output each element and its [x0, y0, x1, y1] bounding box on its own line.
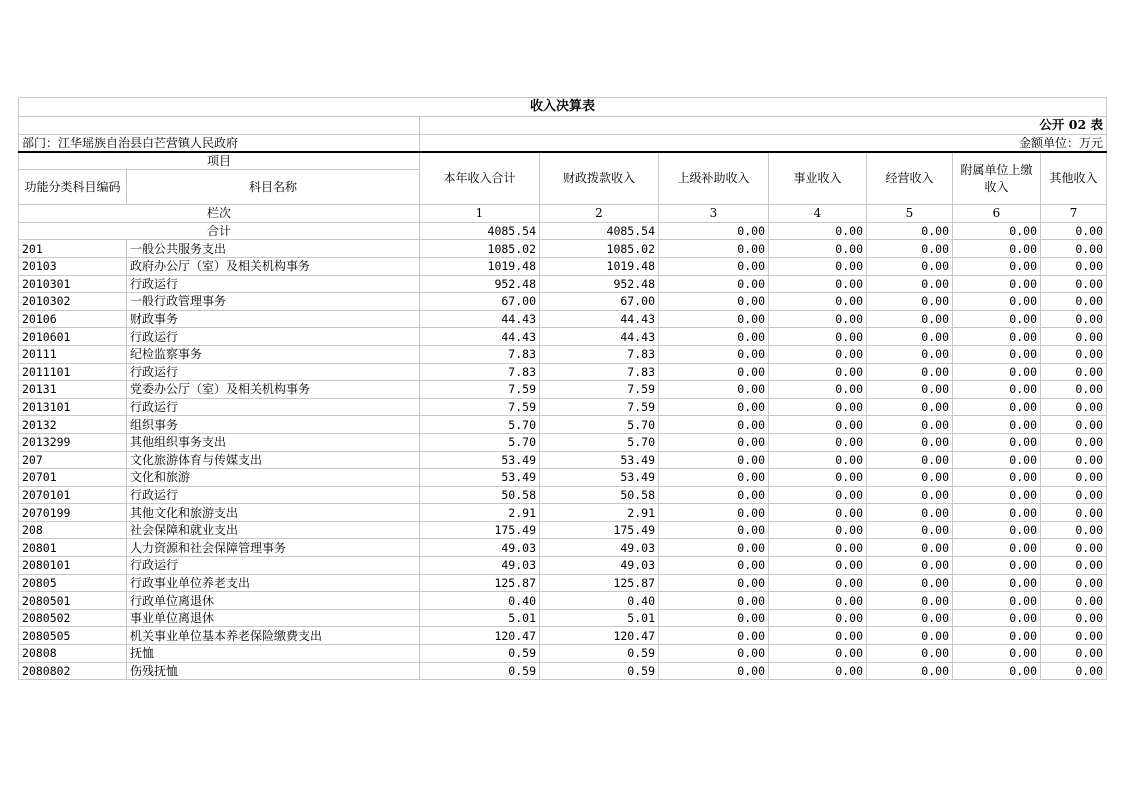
- table-row: [19, 557, 1107, 575]
- amount-cell: 0.00: [659, 240, 769, 258]
- amount-cell: 0.40: [420, 592, 540, 610]
- amount-cell: 0.00: [1041, 293, 1107, 311]
- amount-cell: 0.00: [1041, 539, 1107, 557]
- subject-name: 社会保障和就业支出: [127, 521, 420, 539]
- amount-cell: 53.49: [420, 451, 540, 469]
- amount-cell: 120.47: [420, 627, 540, 645]
- amount-cell: 0.00: [659, 557, 769, 575]
- amount-cell: 0.00: [1041, 433, 1107, 451]
- amount-cell: 0.00: [769, 293, 867, 311]
- amount-cell: 0.00: [867, 310, 953, 328]
- amount-cell: 0.00: [659, 469, 769, 487]
- column-index: 5: [867, 205, 953, 223]
- amount-cell: 0.00: [769, 662, 867, 680]
- amount-cell: 0.00: [769, 310, 867, 328]
- subject-code: 20701: [19, 469, 127, 487]
- amount-cell: 0.00: [953, 310, 1041, 328]
- amount-cell: 0.59: [540, 645, 659, 663]
- amount-cell: 0.00: [867, 345, 953, 363]
- table-row: [19, 486, 1107, 504]
- table-row: [19, 539, 1107, 557]
- amount-cell: 0.00: [867, 557, 953, 575]
- amount-cell: 50.58: [540, 486, 659, 504]
- subject-code: 2080502: [19, 609, 127, 627]
- total-value: 0.00: [769, 222, 867, 240]
- amount-cell: 44.43: [420, 310, 540, 328]
- subject-code: 207: [19, 451, 127, 469]
- amount-cell: 0.00: [867, 363, 953, 381]
- subject-code: 20111: [19, 345, 127, 363]
- column-index-label: 栏次: [19, 205, 420, 223]
- amount-cell: 0.00: [659, 609, 769, 627]
- amount-cell: 0.00: [769, 486, 867, 504]
- amount-cell: 0.00: [867, 486, 953, 504]
- table-row: [19, 662, 1107, 680]
- table-row: [19, 469, 1107, 487]
- amount-cell: 7.59: [420, 398, 540, 416]
- amount-cell: 0.00: [769, 574, 867, 592]
- amount-cell: 0.59: [420, 645, 540, 663]
- amount-cell: 0.00: [659, 574, 769, 592]
- subject-code: 2070101: [19, 486, 127, 504]
- amount-cell: 0.00: [659, 451, 769, 469]
- amount-cell: 0.00: [953, 240, 1041, 258]
- column-index: 2: [540, 205, 659, 223]
- total-label: 合计: [19, 222, 420, 240]
- amount-cell: 5.70: [420, 416, 540, 434]
- table-row: [19, 609, 1107, 627]
- amount-cell: 0.00: [659, 345, 769, 363]
- table-row: [19, 433, 1107, 451]
- amount-cell: 0.00: [1041, 275, 1107, 293]
- table-row: [19, 627, 1107, 645]
- table-row: [19, 416, 1107, 434]
- amount-cell: 44.43: [420, 328, 540, 346]
- amount-cell: 0.00: [867, 293, 953, 311]
- table-row: [19, 504, 1107, 522]
- amount-cell: 49.03: [420, 557, 540, 575]
- amount-cell: 0.00: [659, 592, 769, 610]
- amount-cell: 0.00: [769, 381, 867, 399]
- subject-name: 文化和旅游: [127, 469, 420, 487]
- amount-cell: 0.00: [769, 257, 867, 275]
- column-header: 其他收入: [1041, 152, 1107, 205]
- amount-cell: 5.70: [540, 433, 659, 451]
- department-label: 部门：江华瑶族自治县白芒营镇人民政府: [19, 134, 420, 152]
- amount-cell: 0.00: [867, 592, 953, 610]
- subject-name: 其他文化和旅游支出: [127, 504, 420, 522]
- amount-cell: 0.00: [769, 521, 867, 539]
- amount-cell: 0.00: [953, 592, 1041, 610]
- amount-cell: 0.00: [953, 398, 1041, 416]
- amount-cell: 0.00: [867, 381, 953, 399]
- amount-cell: 0.00: [659, 504, 769, 522]
- subject-code: 2013299: [19, 433, 127, 451]
- amount-cell: 0.00: [953, 609, 1041, 627]
- amount-cell: 0.00: [867, 645, 953, 663]
- subject-name: 行政运行: [127, 398, 420, 416]
- amount-cell: 67.00: [540, 293, 659, 311]
- amount-cell: 0.00: [769, 645, 867, 663]
- amount-cell: 0.00: [659, 539, 769, 557]
- amount-cell: 49.03: [420, 539, 540, 557]
- subject-code: 20808: [19, 645, 127, 663]
- amount-cell: 0.00: [769, 275, 867, 293]
- amount-cell: 125.87: [420, 574, 540, 592]
- amount-cell: 7.83: [420, 345, 540, 363]
- subject-name: 行政事业单位养老支出: [127, 574, 420, 592]
- amount-cell: 0.00: [953, 574, 1041, 592]
- amount-cell: 0.00: [1041, 557, 1107, 575]
- amount-cell: 7.59: [420, 381, 540, 399]
- amount-cell: 0.00: [867, 275, 953, 293]
- amount-cell: 0.00: [953, 504, 1041, 522]
- amount-cell: 0.00: [953, 275, 1041, 293]
- subject-code: 20103: [19, 257, 127, 275]
- subject-code: 20132: [19, 416, 127, 434]
- column-index: 1: [420, 205, 540, 223]
- amount-cell: 0.00: [1041, 257, 1107, 275]
- amount-cell: 0.00: [953, 451, 1041, 469]
- subject-code: 20801: [19, 539, 127, 557]
- subject-code: 2080501: [19, 592, 127, 610]
- unit-label: 金额单位：万元: [420, 134, 1107, 152]
- subject-name: 行政运行: [127, 557, 420, 575]
- amount-cell: 5.01: [420, 609, 540, 627]
- amount-cell: 0.00: [1041, 328, 1107, 346]
- amount-cell: 0.00: [1041, 592, 1107, 610]
- amount-cell: 0.00: [659, 310, 769, 328]
- total-value: 4085.54: [420, 222, 540, 240]
- amount-cell: 0.00: [953, 257, 1041, 275]
- table-row: [19, 240, 1107, 258]
- table-row: [19, 310, 1107, 328]
- amount-cell: 53.49: [540, 469, 659, 487]
- table-row: [19, 645, 1107, 663]
- amount-cell: 1085.02: [420, 240, 540, 258]
- subject-name: 其他组织事务支出: [127, 433, 420, 451]
- amount-cell: 0.00: [1041, 381, 1107, 399]
- amount-cell: 0.00: [769, 469, 867, 487]
- table-row: [19, 381, 1107, 399]
- amount-cell: 0.00: [867, 328, 953, 346]
- subject-name: 党委办公厅（室）及相关机构事务: [127, 381, 420, 399]
- amount-cell: 0.00: [953, 328, 1041, 346]
- form-number: 公开 02 表: [420, 117, 1107, 135]
- amount-cell: 0.00: [659, 363, 769, 381]
- amount-cell: 0.00: [659, 521, 769, 539]
- amount-cell: 0.00: [953, 627, 1041, 645]
- subject-name: 人力资源和社会保障管理事务: [127, 539, 420, 557]
- amount-cell: 0.00: [769, 627, 867, 645]
- subject-name: 财政事务: [127, 310, 420, 328]
- table-row: [19, 328, 1107, 346]
- amount-cell: 1019.48: [420, 257, 540, 275]
- amount-cell: 175.49: [540, 521, 659, 539]
- amount-cell: 125.87: [540, 574, 659, 592]
- amount-cell: 0.00: [953, 645, 1041, 663]
- amount-cell: 0.00: [867, 504, 953, 522]
- amount-cell: 0.00: [953, 363, 1041, 381]
- table-row: [19, 257, 1107, 275]
- subject-code: 20106: [19, 310, 127, 328]
- amount-cell: 0.00: [769, 363, 867, 381]
- amount-cell: 2.91: [540, 504, 659, 522]
- total-value: 0.00: [953, 222, 1041, 240]
- amount-cell: 175.49: [420, 521, 540, 539]
- column-header: 上级补助收入: [659, 152, 769, 205]
- amount-cell: 0.00: [867, 609, 953, 627]
- subject-code: 2010301: [19, 275, 127, 293]
- amount-cell: 0.00: [769, 240, 867, 258]
- amount-cell: 0.00: [1041, 363, 1107, 381]
- column-index: 3: [659, 205, 769, 223]
- amount-cell: 0.00: [769, 609, 867, 627]
- amount-cell: 0.00: [1041, 398, 1107, 416]
- amount-cell: 0.00: [1041, 609, 1107, 627]
- subject-code: 2013101: [19, 398, 127, 416]
- amount-cell: 952.48: [540, 275, 659, 293]
- total-value: 0.00: [659, 222, 769, 240]
- amount-cell: 0.00: [953, 345, 1041, 363]
- amount-cell: 49.03: [540, 539, 659, 557]
- amount-cell: 0.00: [867, 451, 953, 469]
- amount-cell: 0.00: [769, 592, 867, 610]
- subject-name: 抚恤: [127, 645, 420, 663]
- amount-cell: 0.00: [867, 627, 953, 645]
- amount-cell: 0.00: [953, 293, 1041, 311]
- amount-cell: 0.00: [1041, 240, 1107, 258]
- amount-cell: 0.00: [867, 574, 953, 592]
- amount-cell: 0.00: [867, 416, 953, 434]
- amount-cell: 0.00: [867, 257, 953, 275]
- amount-cell: 5.70: [420, 433, 540, 451]
- table-row: [19, 592, 1107, 610]
- income-final-accounts-table: [18, 97, 1107, 680]
- table-row: [19, 293, 1107, 311]
- column-index: 7: [1041, 205, 1107, 223]
- amount-cell: 0.00: [769, 557, 867, 575]
- table-row: [19, 521, 1107, 539]
- amount-cell: 0.00: [953, 539, 1041, 557]
- column-index: 6: [953, 205, 1041, 223]
- amount-cell: 0.00: [769, 345, 867, 363]
- table-row: [19, 363, 1107, 381]
- subject-name: 行政运行: [127, 328, 420, 346]
- subject-code: 2010302: [19, 293, 127, 311]
- table-row: [19, 345, 1107, 363]
- subject-name: 行政运行: [127, 363, 420, 381]
- amount-cell: 0.00: [1041, 451, 1107, 469]
- amount-cell: 0.40: [540, 592, 659, 610]
- column-header: 本年收入合计: [420, 152, 540, 205]
- column-header: 附属单位上缴收入: [953, 152, 1041, 205]
- amount-cell: 0.00: [1041, 486, 1107, 504]
- blank-cell: [19, 117, 420, 135]
- amount-cell: 0.00: [1041, 416, 1107, 434]
- amount-cell: 0.00: [659, 257, 769, 275]
- subject-code: 20131: [19, 381, 127, 399]
- amount-cell: 0.00: [769, 398, 867, 416]
- amount-cell: 5.70: [540, 416, 659, 434]
- amount-cell: 0.00: [659, 627, 769, 645]
- amount-cell: 0.00: [953, 486, 1041, 504]
- amount-cell: 0.59: [540, 662, 659, 680]
- amount-cell: 0.00: [953, 381, 1041, 399]
- amount-cell: 0.00: [1041, 574, 1107, 592]
- subject-code: 201: [19, 240, 127, 258]
- amount-cell: 44.43: [540, 310, 659, 328]
- subject-code: 20805: [19, 574, 127, 592]
- amount-cell: 0.00: [769, 416, 867, 434]
- amount-cell: 53.49: [420, 469, 540, 487]
- subject-name: 行政运行: [127, 275, 420, 293]
- subject-name: 纪检监察事务: [127, 345, 420, 363]
- amount-cell: 7.83: [540, 363, 659, 381]
- amount-cell: 0.00: [1041, 627, 1107, 645]
- amount-cell: 0.00: [953, 662, 1041, 680]
- amount-cell: 0.00: [769, 451, 867, 469]
- subject-name: 行政单位离退休: [127, 592, 420, 610]
- total-row: [19, 222, 1107, 240]
- subject-name: 文化旅游体育与传媒支出: [127, 451, 420, 469]
- subject-name: 一般公共服务支出: [127, 240, 420, 258]
- amount-cell: 0.00: [953, 416, 1041, 434]
- subject-name: 事业单位离退休: [127, 609, 420, 627]
- amount-cell: 2.91: [420, 504, 540, 522]
- subject-code: 2010601: [19, 328, 127, 346]
- amount-cell: 1019.48: [540, 257, 659, 275]
- subject-code: 2080101: [19, 557, 127, 575]
- code-header: 功能分类科目编码: [19, 170, 127, 205]
- table-row: [19, 275, 1107, 293]
- subject-code: 2080505: [19, 627, 127, 645]
- amount-cell: 0.00: [1041, 469, 1107, 487]
- amount-cell: 0.00: [867, 539, 953, 557]
- amount-cell: 0.00: [1041, 504, 1107, 522]
- column-header: 财政拨款收入: [540, 152, 659, 205]
- subject-name: 政府办公厅（室）及相关机构事务: [127, 257, 420, 275]
- amount-cell: 0.00: [867, 398, 953, 416]
- amount-cell: 0.00: [953, 469, 1041, 487]
- amount-cell: 0.00: [953, 521, 1041, 539]
- amount-cell: 0.00: [659, 486, 769, 504]
- amount-cell: 0.00: [659, 293, 769, 311]
- subject-code: 208: [19, 521, 127, 539]
- amount-cell: 0.00: [867, 521, 953, 539]
- total-value: 0.00: [867, 222, 953, 240]
- amount-cell: 0.59: [420, 662, 540, 680]
- amount-cell: 952.48: [420, 275, 540, 293]
- amount-cell: 7.83: [420, 363, 540, 381]
- subject-name: 一般行政管理事务: [127, 293, 420, 311]
- table-row: [19, 574, 1107, 592]
- amount-cell: 0.00: [659, 645, 769, 663]
- amount-cell: 44.43: [540, 328, 659, 346]
- name-header: 科目名称: [127, 170, 420, 205]
- amount-cell: 0.00: [769, 539, 867, 557]
- subject-name: 行政运行: [127, 486, 420, 504]
- amount-cell: 0.00: [659, 328, 769, 346]
- amount-cell: 0.00: [659, 433, 769, 451]
- item-header: 项目: [19, 152, 420, 170]
- amount-cell: 5.01: [540, 609, 659, 627]
- amount-cell: 50.58: [420, 486, 540, 504]
- column-header: 经营收入: [867, 152, 953, 205]
- amount-cell: 0.00: [867, 662, 953, 680]
- subject-code: 2011101: [19, 363, 127, 381]
- amount-cell: 0.00: [953, 557, 1041, 575]
- column-header: 事业收入: [769, 152, 867, 205]
- amount-cell: 0.00: [867, 433, 953, 451]
- amount-cell: 0.00: [1041, 310, 1107, 328]
- amount-cell: 49.03: [540, 557, 659, 575]
- amount-cell: 0.00: [867, 240, 953, 258]
- amount-cell: 0.00: [769, 504, 867, 522]
- subject-name: 组织事务: [127, 416, 420, 434]
- amount-cell: 53.49: [540, 451, 659, 469]
- amount-cell: 120.47: [540, 627, 659, 645]
- amount-cell: 0.00: [769, 433, 867, 451]
- amount-cell: 0.00: [1041, 662, 1107, 680]
- amount-cell: 0.00: [659, 381, 769, 399]
- subject-code: 2070199: [19, 504, 127, 522]
- amount-cell: 0.00: [659, 275, 769, 293]
- subject-name: 伤残抚恤: [127, 662, 420, 680]
- amount-cell: 0.00: [769, 328, 867, 346]
- amount-cell: 0.00: [659, 662, 769, 680]
- total-value: 0.00: [1041, 222, 1107, 240]
- amount-cell: 7.59: [540, 398, 659, 416]
- amount-cell: 0.00: [659, 398, 769, 416]
- amount-cell: 0.00: [659, 416, 769, 434]
- amount-cell: 0.00: [953, 433, 1041, 451]
- amount-cell: 0.00: [867, 469, 953, 487]
- amount-cell: 7.83: [540, 345, 659, 363]
- table-row: [19, 451, 1107, 469]
- amount-cell: 67.00: [420, 293, 540, 311]
- total-value: 4085.54: [540, 222, 659, 240]
- table-row: [19, 398, 1107, 416]
- amount-cell: 7.59: [540, 381, 659, 399]
- amount-cell: 0.00: [1041, 345, 1107, 363]
- column-index: 4: [769, 205, 867, 223]
- subject-name: 机关事业单位基本养老保险缴费支出: [127, 627, 420, 645]
- amount-cell: 0.00: [1041, 521, 1107, 539]
- table-title: 收入决算表: [19, 98, 1107, 117]
- subject-code: 2080802: [19, 662, 127, 680]
- amount-cell: 1085.02: [540, 240, 659, 258]
- amount-cell: 0.00: [1041, 645, 1107, 663]
